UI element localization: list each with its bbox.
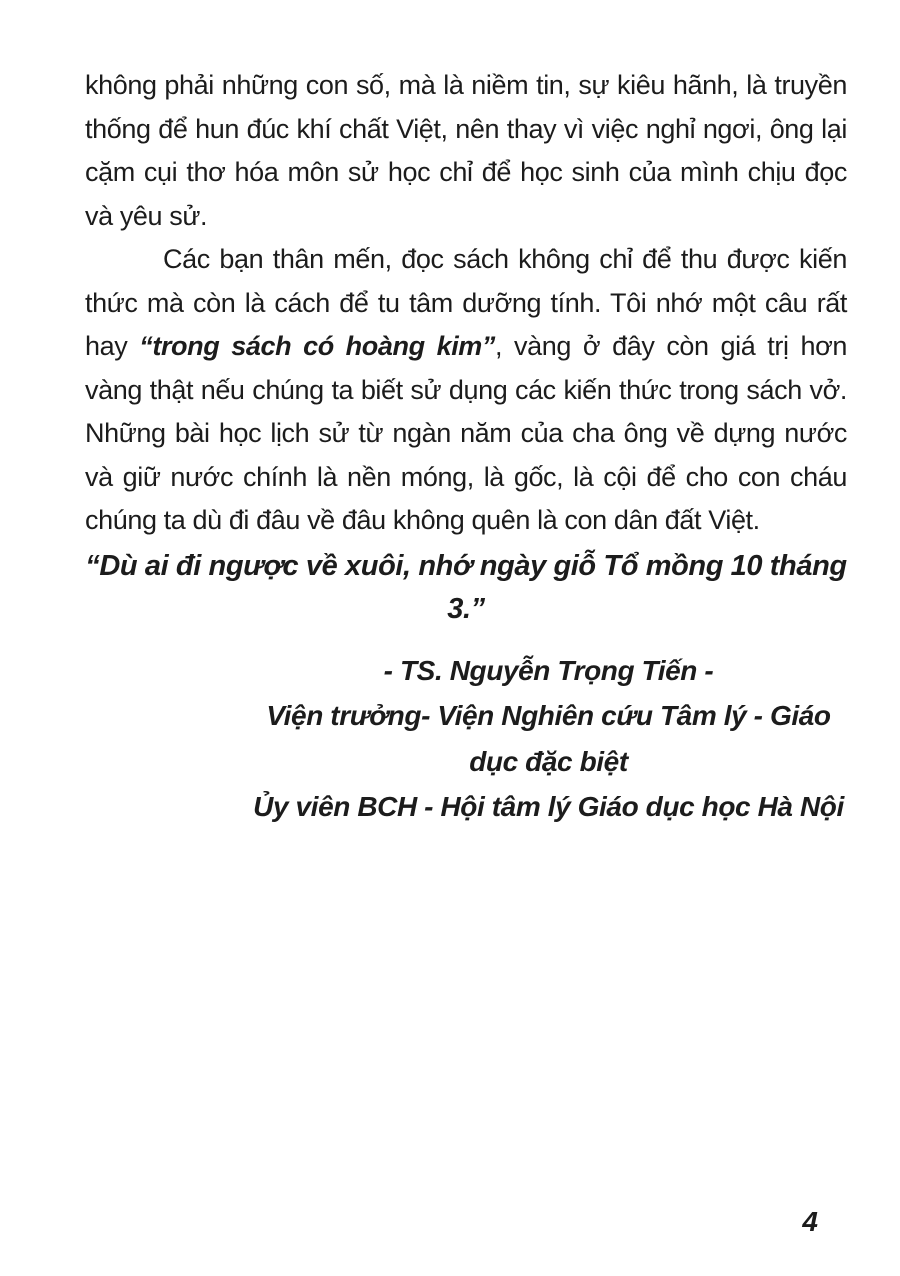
signature-block	[85, 648, 847, 830]
paragraph-main	[85, 238, 847, 543]
paragraph-continuation: không phải những con số, mà là niềm tin, sự kiêu hãnh, là truyền thống để hun đúc khí chất Việt, nên thay vì việc nghỉ ngơi, ông lại cặm cụi thơ hóa môn sử học chỉ để học sinh của mình chịu đọc và yêu sử.	[85, 70, 847, 231]
page-content	[85, 64, 847, 830]
proverb-quote: “Dù ai đi ngược về xuôi, nhớ ngày giỗ Tổ mồng 10 tháng 3.”	[85, 549, 847, 625]
bold-italic-phrase: “trong sách có hoàng kim”	[139, 331, 496, 361]
author-name: - TS. Nguyễn Trọng Tiến -	[383, 654, 714, 686]
paragraph-main-part3: , vàng ở đây còn giá trị hơn vàng thật nếu chúng ta biết sử dụng các kiến thức trong sách vở. Những bài học lịch sử từ ngàn năm của cha ông về dựng nước và giữ nước chính là nền móng, là gốc, là cội để cho con cháu chúng ta dù đi đâu về đâu không quên là con dân đất Việt.	[85, 331, 848, 535]
author-title-line2: Ủy viên BCH - Hội tâm lý Giáo dục học Hà Nội	[253, 791, 844, 822]
page-number: 4	[802, 1206, 818, 1237]
paragraph-main-part1: Các bạn thân mến, đọc sách không chỉ để thu được kiến thức mà còn là cách để tu tâm dưỡng tính. Tôi nhớ một câu rất hay	[85, 244, 847, 361]
author-title-line1: Viện trưởng- Viện Nghiên cứu Tâm lý - Giáo dục đặc biệt	[266, 700, 831, 777]
